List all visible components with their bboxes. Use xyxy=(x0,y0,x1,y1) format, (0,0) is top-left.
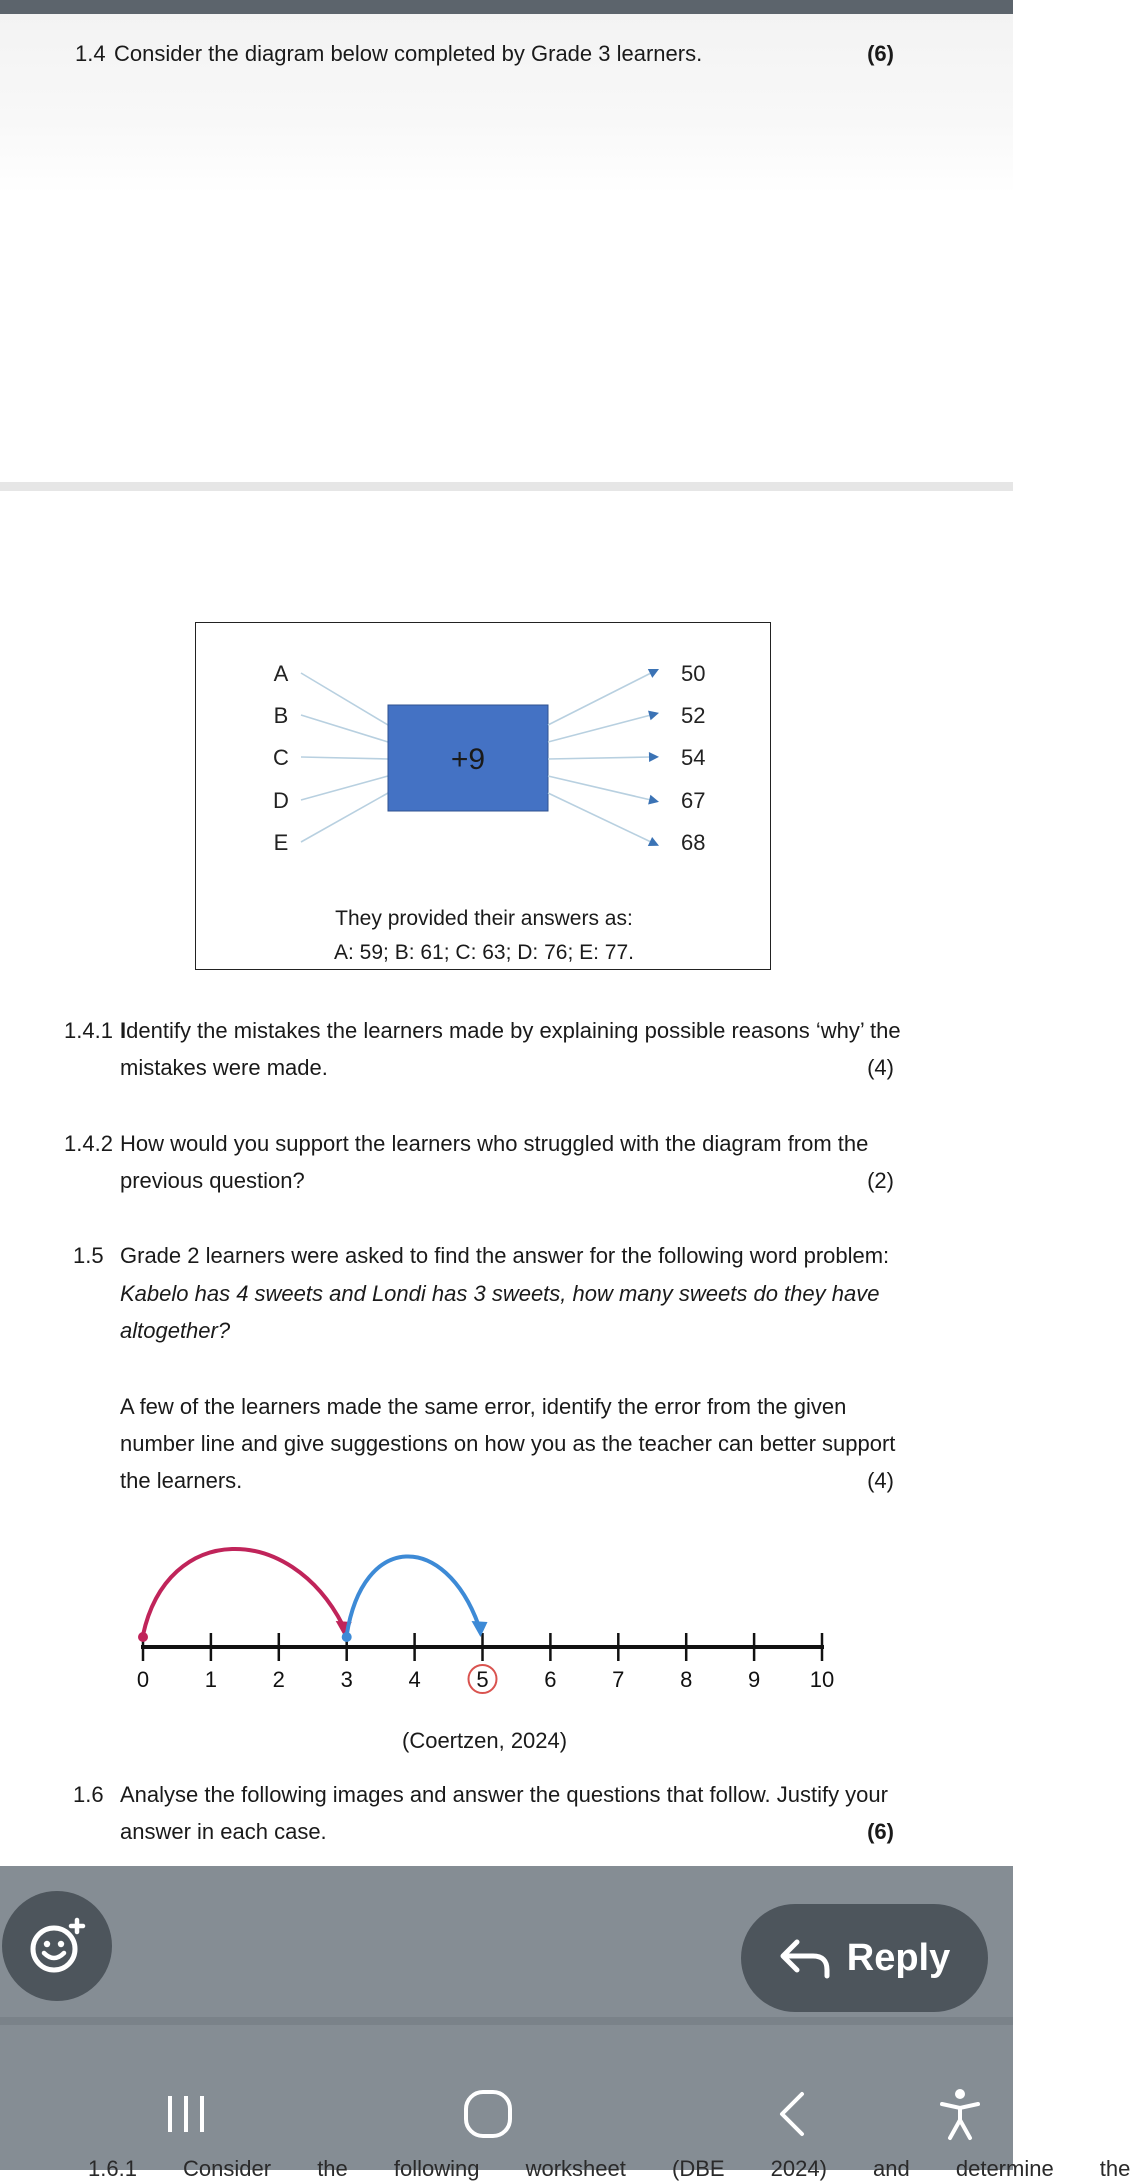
q1-6-marks: (6) xyxy=(867,1819,894,1844)
q1-6-line1: Analyse the following images and answer the questions that follow. Justify your xyxy=(120,1782,888,1807)
jump-arc-first xyxy=(143,1549,343,1635)
output-label: 68 xyxy=(681,830,706,855)
q1-5-para2-line3: the learners. xyxy=(120,1468,243,1493)
accessibility-icon[interactable] xyxy=(938,2088,982,2140)
q1-5-line1: Grade 2 learners were asked to find the answer for the following word problem: xyxy=(120,1243,890,1268)
input-connector-line xyxy=(301,757,388,759)
tick-label: 0 xyxy=(136,1667,150,1692)
q1-5-number: 1.5 xyxy=(73,1243,104,1268)
output-connector-line xyxy=(548,673,651,725)
operation-label: +9 xyxy=(450,743,486,776)
q1-5-line2: Kabelo has 4 sweets and Londi has 3 sweets, how many sweets do they have xyxy=(120,1281,880,1306)
input-label: A xyxy=(273,661,289,686)
output-connector-line xyxy=(548,757,651,759)
diagram-canvas xyxy=(196,623,772,971)
recent-apps-icon[interactable] xyxy=(164,2092,208,2136)
jump-arc-first-arrowhead xyxy=(336,1621,352,1637)
input-label: D xyxy=(273,788,289,813)
input-connector-line xyxy=(301,793,388,842)
q1-5-para2-line1: A few of the learners made the same error, identify the error from the given xyxy=(120,1394,847,1419)
tick-label: 5 xyxy=(476,1667,489,1692)
jump-arc-second-arrowhead xyxy=(472,1621,488,1637)
function-diagram xyxy=(195,622,771,970)
tick-label: 4 xyxy=(408,1667,421,1692)
panel-divider xyxy=(0,2017,1013,2025)
reply-arrow-icon xyxy=(779,1938,831,1978)
q1-4-1-number: 1.4.1 xyxy=(64,1018,113,1043)
q1-4-text: Consider the diagram below completed by Grade 3 learners. xyxy=(114,41,703,66)
back-icon[interactable] xyxy=(772,2090,812,2138)
output-connector-line xyxy=(548,793,651,842)
q1-4-1-marks: (4) xyxy=(867,1055,894,1080)
circled-answer xyxy=(469,1665,497,1693)
add-reaction-button[interactable] xyxy=(2,1891,112,2001)
tick-label: 10 xyxy=(809,1667,835,1692)
page-separator xyxy=(0,482,1013,491)
jump-arc-first-start-dot xyxy=(138,1632,148,1642)
output-arrowhead xyxy=(648,795,659,805)
q1-5-marks: (4) xyxy=(867,1468,894,1493)
next-question-text: 1.6.1 Consider the following worksheet (DBE 2024) and determine the xyxy=(88,2156,1130,2181)
diagram-caption-line1: They provided their answers as: xyxy=(335,907,633,930)
output-connector-line xyxy=(548,715,651,742)
output-connector-line xyxy=(548,776,651,800)
input-connector-line xyxy=(301,776,388,800)
q1-4-2-marks: (2) xyxy=(867,1168,894,1193)
reply-label: Reply xyxy=(846,1936,951,1979)
diagram-caption-line2: A: 59; B: 61; C: 63; D: 76; E: 77. xyxy=(334,941,634,964)
input-connector-line xyxy=(301,673,388,725)
q1-4-number: 1.4 xyxy=(75,41,106,66)
tick-label: 1 xyxy=(204,1667,218,1692)
source-citation: (Coertzen, 2024) xyxy=(402,1728,568,1753)
q1-6-line2: answer in each case. xyxy=(120,1819,327,1844)
tick-label: 2 xyxy=(272,1667,285,1692)
q1-5-para2-line2: number line and give suggestions on how you as the teacher can better support xyxy=(120,1431,896,1456)
q1-4-1-line1 xyxy=(120,1018,901,1044)
output-arrowhead xyxy=(648,711,659,721)
output-label: 52 xyxy=(681,703,706,728)
output-label: 54 xyxy=(681,745,706,770)
output-label: 67 xyxy=(681,788,706,813)
input-connector-line xyxy=(301,715,388,742)
q1-4-2-line1: How would you support the learners who struggled with the diagram from the xyxy=(120,1131,869,1156)
input-label: B xyxy=(273,703,289,728)
q1-4-2-number: 1.4.2 xyxy=(64,1131,113,1156)
tick-label: 6 xyxy=(544,1667,557,1692)
q1-4-marks: (6) xyxy=(867,41,894,66)
tick-label: 9 xyxy=(747,1667,761,1692)
q1-6-number: 1.6 xyxy=(73,1782,104,1807)
add-reaction-icon xyxy=(27,1916,87,1976)
status-strip xyxy=(0,0,1013,14)
q1-4-2-line2: previous question? xyxy=(120,1168,305,1193)
input-label: E xyxy=(273,830,289,855)
jump-arc-second xyxy=(347,1556,479,1635)
tick-label: 7 xyxy=(612,1667,625,1692)
reply-button[interactable] xyxy=(741,1904,988,2012)
tick-label: 3 xyxy=(340,1667,353,1692)
q1-4-1-line1-rest: dentify the mistakes the learners made by explaining possible reasons ‘why’ the xyxy=(126,1018,901,1043)
q1-4-1-bold-letter: I xyxy=(120,1018,127,1043)
output-arrowhead xyxy=(649,752,659,762)
output-label: 50 xyxy=(681,661,706,686)
q1-4-1-line2: mistakes were made. xyxy=(120,1055,328,1080)
input-label: C xyxy=(273,745,289,770)
tick-label: 8 xyxy=(680,1667,693,1692)
q1-5-line3: altogether? xyxy=(120,1318,231,1343)
jump-arc-second-start-dot xyxy=(342,1632,352,1642)
home-icon[interactable] xyxy=(462,2088,514,2140)
